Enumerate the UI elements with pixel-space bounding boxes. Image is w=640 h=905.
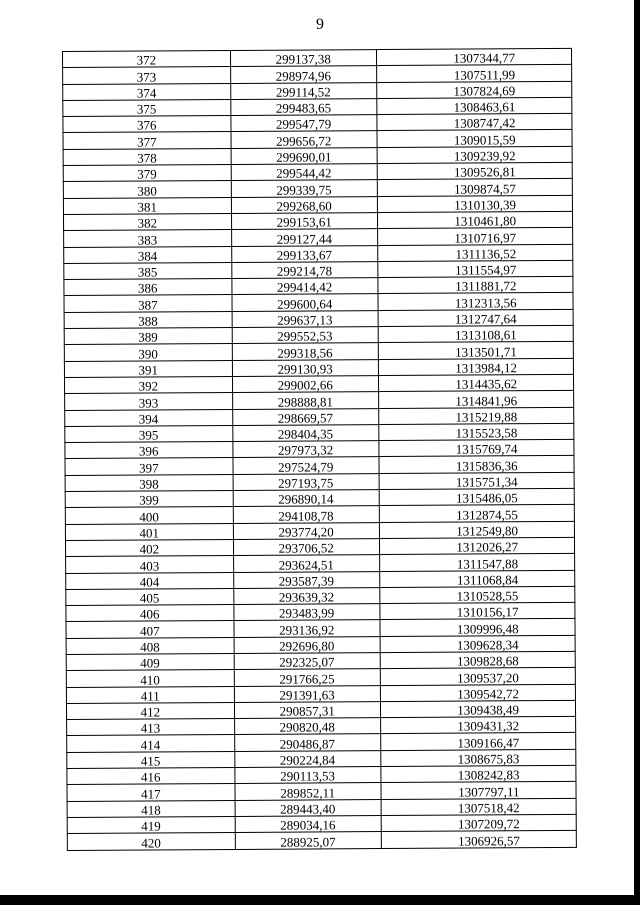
x-coordinate-cell: 290113,53 <box>234 767 380 784</box>
y-coordinate-cell: 1312747,64 <box>378 309 573 326</box>
point-number-cell: 417 <box>67 784 235 801</box>
x-coordinate-cell: 299114,52 <box>230 82 376 99</box>
x-coordinate-cell: 293774,20 <box>233 522 379 539</box>
x-coordinate-cell: 298404,35 <box>232 424 378 441</box>
x-coordinate-cell: 293639,32 <box>233 587 379 604</box>
y-coordinate-cell: 1313108,61 <box>378 325 573 342</box>
x-coordinate-cell: 299318,56 <box>232 343 378 360</box>
y-coordinate-cell: 1306926,57 <box>381 831 576 848</box>
point-number-cell: 406 <box>66 605 234 622</box>
y-coordinate-cell: 1310528,55 <box>379 586 574 603</box>
table-row <box>63 48 572 67</box>
table-row <box>67 733 576 752</box>
point-number-cell: 373 <box>63 67 231 84</box>
y-coordinate-cell: 1307797,11 <box>381 782 576 799</box>
y-coordinate-cell: 1307518,42 <box>381 798 576 815</box>
x-coordinate-cell: 299690,01 <box>231 147 377 164</box>
table-row <box>64 293 573 312</box>
page-number: 9 <box>316 16 324 33</box>
x-coordinate-cell: 299600,64 <box>232 294 378 311</box>
x-coordinate-cell: 298888,81 <box>232 392 378 409</box>
y-coordinate-cell: 1315486,05 <box>379 488 574 505</box>
point-number-cell: 387 <box>64 295 232 312</box>
y-coordinate-cell: 1313984,12 <box>378 358 573 375</box>
y-coordinate-cell: 1309542,72 <box>380 684 575 701</box>
y-coordinate-cell: 1308675,83 <box>380 749 575 766</box>
point-number-cell: 377 <box>63 132 231 149</box>
point-number-cell: 415 <box>67 751 235 768</box>
y-coordinate-cell: 1307344,77 <box>376 48 571 65</box>
x-coordinate-cell: 290820,48 <box>234 718 380 735</box>
table-row <box>66 619 575 638</box>
x-coordinate-cell: 290857,31 <box>234 701 380 718</box>
table-row <box>64 228 573 247</box>
scan-edge-right <box>634 0 640 905</box>
point-number-cell: 381 <box>63 197 231 214</box>
x-coordinate-cell: 299637,13 <box>232 310 378 327</box>
point-number-cell: 413 <box>67 719 235 736</box>
x-coordinate-cell: 299002,66 <box>232 376 378 393</box>
x-coordinate-cell: 296890,14 <box>233 490 379 507</box>
point-number-cell: 399 <box>65 490 233 507</box>
point-number-cell: 416 <box>67 768 235 785</box>
coordinates-table <box>62 48 577 851</box>
x-coordinate-cell: 299544,42 <box>231 164 377 181</box>
x-coordinate-cell: 299127,44 <box>231 229 377 246</box>
table-row <box>64 342 573 361</box>
y-coordinate-cell: 1309239,92 <box>377 146 572 163</box>
point-number-cell: 383 <box>64 230 232 247</box>
table-row <box>63 130 572 149</box>
x-coordinate-cell: 293483,99 <box>233 604 379 621</box>
x-coordinate-cell: 290486,87 <box>234 734 380 751</box>
point-number-cell: 388 <box>64 311 232 328</box>
x-coordinate-cell: 289852,11 <box>235 783 381 800</box>
table-row <box>63 65 572 84</box>
table-row <box>63 179 572 198</box>
point-number-cell: 402 <box>65 539 233 556</box>
point-number-cell: 376 <box>63 116 231 133</box>
x-coordinate-cell: 299153,61 <box>231 213 377 230</box>
y-coordinate-cell: 1308747,42 <box>377 114 572 131</box>
y-coordinate-cell: 1312313,56 <box>378 293 573 310</box>
point-number-cell: 396 <box>65 442 233 459</box>
y-coordinate-cell: 1308242,83 <box>381 765 576 782</box>
x-coordinate-cell: 299137,38 <box>230 50 376 67</box>
x-coordinate-cell: 291766,25 <box>234 669 380 686</box>
x-coordinate-cell: 299552,53 <box>232 327 378 344</box>
y-coordinate-cell: 1314435,62 <box>378 374 573 391</box>
x-coordinate-cell: 299656,72 <box>231 131 377 148</box>
x-coordinate-cell: 297524,79 <box>233 457 379 474</box>
x-coordinate-cell: 290224,84 <box>234 750 380 767</box>
y-coordinate-cell: 1315219,88 <box>378 407 573 424</box>
x-coordinate-cell: 298669,57 <box>232 408 378 425</box>
point-number-cell: 374 <box>63 83 231 100</box>
y-coordinate-cell: 1315751,34 <box>379 472 574 489</box>
scan-edge-bottom <box>0 895 640 905</box>
x-coordinate-cell: 293624,51 <box>233 555 379 572</box>
y-coordinate-cell: 1310130,39 <box>377 195 572 212</box>
point-number-cell: 418 <box>67 800 235 817</box>
x-coordinate-cell: 289443,40 <box>235 799 381 816</box>
point-number-cell: 407 <box>66 621 234 638</box>
y-coordinate-cell: 1310716,97 <box>377 228 572 245</box>
y-coordinate-cell: 1313501,71 <box>378 342 573 359</box>
y-coordinate-cell: 1311881,72 <box>378 277 573 294</box>
x-coordinate-cell: 299214,78 <box>231 261 377 278</box>
point-number-cell: 395 <box>65 425 233 442</box>
point-number-cell: 393 <box>65 393 233 410</box>
point-number-cell: 398 <box>65 474 233 491</box>
point-number-cell: 404 <box>66 572 234 589</box>
y-coordinate-cell: 1309438,49 <box>380 700 575 717</box>
point-number-cell: 380 <box>63 181 231 198</box>
point-number-cell: 403 <box>66 556 234 573</box>
y-coordinate-cell: 1307209,72 <box>381 814 576 831</box>
point-number-cell: 379 <box>63 165 231 182</box>
point-number-cell: 408 <box>66 637 234 654</box>
y-coordinate-cell: 1309874,57 <box>377 179 572 196</box>
y-coordinate-cell: 1312874,55 <box>379 505 574 522</box>
coordinates-table-body <box>63 48 577 850</box>
point-number-cell: 409 <box>66 653 234 670</box>
y-coordinate-cell: 1308463,61 <box>376 97 571 114</box>
table-row <box>65 456 574 475</box>
y-coordinate-cell: 1315836,36 <box>379 456 574 473</box>
y-coordinate-cell: 1311547,88 <box>379 554 574 571</box>
y-coordinate-cell: 1309015,59 <box>377 130 572 147</box>
x-coordinate-cell: 292325,07 <box>234 653 380 670</box>
table-row <box>65 505 574 524</box>
x-coordinate-cell: 299547,79 <box>230 115 376 132</box>
point-number-cell: 386 <box>64 279 232 296</box>
point-number-cell: 411 <box>66 686 234 703</box>
y-coordinate-cell: 1315769,74 <box>379 440 574 457</box>
x-coordinate-cell: 298974,96 <box>230 66 376 83</box>
point-number-cell: 382 <box>63 213 231 230</box>
y-coordinate-cell: 1309166,47 <box>380 733 575 750</box>
point-number-cell: 375 <box>63 99 231 116</box>
point-number-cell: 392 <box>64 376 232 393</box>
x-coordinate-cell: 299268,60 <box>231 196 377 213</box>
y-coordinate-cell: 1315523,58 <box>378 423 573 440</box>
y-coordinate-cell: 1311136,52 <box>377 244 572 261</box>
point-number-cell: 397 <box>65 458 233 475</box>
y-coordinate-cell: 1309431,32 <box>380 717 575 734</box>
table-row <box>67 831 576 850</box>
x-coordinate-cell: 291391,63 <box>234 685 380 702</box>
y-coordinate-cell: 1309828,68 <box>380 651 575 668</box>
point-number-cell: 384 <box>64 246 232 263</box>
point-number-cell: 410 <box>66 670 234 687</box>
x-coordinate-cell: 294108,78 <box>233 506 379 523</box>
x-coordinate-cell: 292696,80 <box>234 636 380 653</box>
point-number-cell: 400 <box>65 507 233 524</box>
y-coordinate-cell: 1307511,99 <box>376 65 571 82</box>
point-number-cell: 378 <box>63 148 231 165</box>
point-number-cell: 394 <box>65 409 233 426</box>
table-row <box>66 668 575 687</box>
point-number-cell: 414 <box>67 735 235 752</box>
point-number-cell: 412 <box>66 702 234 719</box>
y-coordinate-cell: 1309526,81 <box>377 162 572 179</box>
point-number-cell: 372 <box>63 50 231 67</box>
point-number-cell: 391 <box>64 360 232 377</box>
x-coordinate-cell: 297973,32 <box>232 441 378 458</box>
point-number-cell: 405 <box>66 588 234 605</box>
x-coordinate-cell: 293587,39 <box>233 571 379 588</box>
y-coordinate-cell: 1309628,34 <box>380 635 575 652</box>
x-coordinate-cell: 293136,92 <box>234 620 380 637</box>
y-coordinate-cell: 1307824,69 <box>376 81 571 98</box>
y-coordinate-cell: 1312549,80 <box>379 521 574 538</box>
point-number-cell: 390 <box>64 344 232 361</box>
point-number-cell: 389 <box>64 328 232 345</box>
y-coordinate-cell: 1312026,27 <box>379 537 574 554</box>
point-number-cell: 385 <box>64 262 232 279</box>
point-number-cell: 401 <box>65 523 233 540</box>
x-coordinate-cell: 297193,75 <box>233 473 379 490</box>
y-coordinate-cell: 1310156,17 <box>380 602 575 619</box>
y-coordinate-cell: 1311554,97 <box>377 260 572 277</box>
point-number-cell: 419 <box>67 816 235 833</box>
y-coordinate-cell: 1311068,84 <box>379 570 574 587</box>
y-coordinate-cell: 1314841,96 <box>378 391 573 408</box>
point-number-cell: 420 <box>67 833 235 850</box>
x-coordinate-cell: 288925,07 <box>235 832 381 849</box>
y-coordinate-cell: 1309537,20 <box>380 668 575 685</box>
x-coordinate-cell: 299130,93 <box>232 359 378 376</box>
x-coordinate-cell: 299414,42 <box>231 278 377 295</box>
y-coordinate-cell: 1310461,80 <box>377 211 572 228</box>
y-coordinate-cell: 1309996,48 <box>380 619 575 636</box>
x-coordinate-cell: 299483,65 <box>230 98 376 115</box>
x-coordinate-cell: 299339,75 <box>231 180 377 197</box>
x-coordinate-cell: 289034,16 <box>235 816 381 833</box>
table-row <box>67 782 576 801</box>
x-coordinate-cell: 299133,67 <box>231 245 377 262</box>
x-coordinate-cell: 293706,52 <box>233 538 379 555</box>
